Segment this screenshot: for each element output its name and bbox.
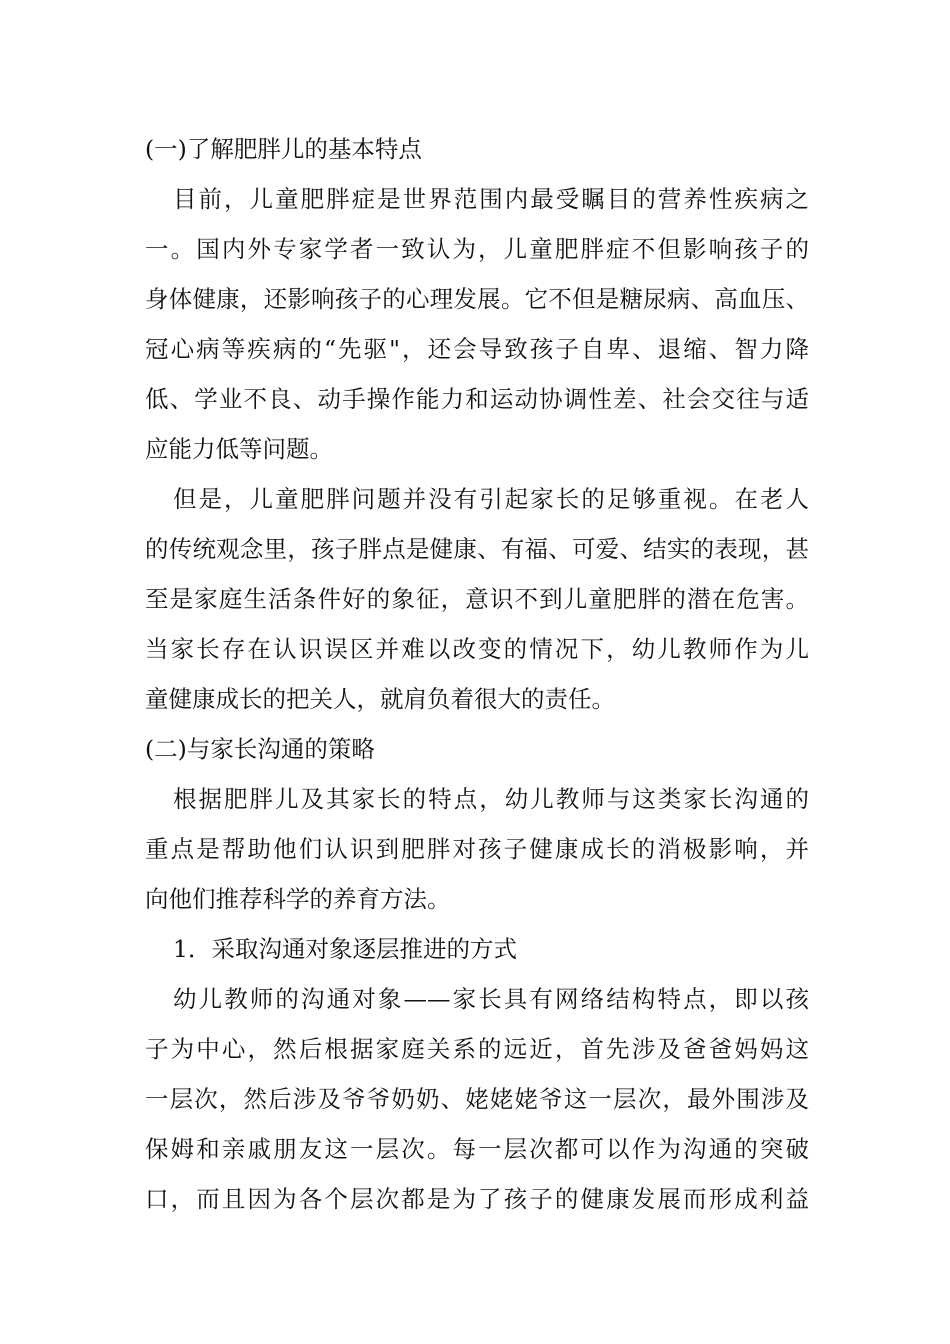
paragraph-line: 但是，儿童肥胖问题并没有引起家长的足够重视。在老人	[173, 485, 809, 513]
paragraph-line: 低、学业不良、动手操作能力和运动协调性差、社会交往与适	[145, 385, 809, 413]
paragraph-line: 的传统观念里，孩子胖点是健康、有福、可爱、结实的表现，甚	[145, 535, 809, 563]
paragraph-1	[145, 174, 809, 474]
paragraph-line: 当家长存在认识误区并难以改变的情况下，幼儿教师作为儿	[145, 635, 809, 663]
paragraph-line: 至是家庭生活条件好的象征，意识不到儿童肥胖的潜在危害。	[145, 585, 809, 613]
paragraph-line: 应能力低等问题。	[145, 435, 333, 463]
paragraph-line: 童健康成长的把关人，就肩负着很大的责任。	[145, 685, 615, 713]
section-heading-1: (一)了解肥胖儿的基本特点	[145, 135, 422, 163]
paragraph-line: 一。国内外专家学者一致认为，儿童肥胖症不但影响孩子的	[145, 235, 809, 263]
paragraph-3	[145, 774, 809, 924]
paragraph-line: 保姆和亲戚朋友这一层次。每一层次都可以作为沟通的突破	[145, 1135, 809, 1163]
section-heading-2: (二)与家长沟通的策略	[145, 735, 375, 763]
paragraph-4	[145, 974, 809, 1224]
paragraph-line: 口，而且因为各个层次都是为了孩子的健康发展而形成利益	[145, 1185, 809, 1213]
subheading-1: 1．采取沟通对象逐层推进的方式	[173, 935, 517, 963]
paragraph-line: 根据肥胖儿及其家长的特点，幼儿教师与这类家长沟通的	[173, 785, 809, 813]
paragraph-2	[145, 474, 809, 724]
paragraph-line: 冠心病等疾病的“先驱"，还会导致孩子自卑、退缩、智力降	[145, 335, 809, 363]
paragraph-line: 身体健康，还影响孩子的心理发展。它不但是糖尿病、高血压、	[145, 285, 809, 313]
paragraph-line: 一层次，然后涉及爷爷奶奶、姥姥姥爷这一层次，最外围涉及	[145, 1085, 809, 1113]
paragraph-line: 子为中心，然后根据家庭关系的远近，首先涉及爸爸妈妈这	[145, 1035, 809, 1063]
document-page	[145, 124, 809, 1224]
paragraph-line: 目前，儿童肥胖症是世界范围内最受瞩目的营养性疾病之	[173, 185, 809, 213]
paragraph-line: 幼儿教师的沟通对象——家长具有网络结构特点，即以孩	[173, 985, 809, 1013]
paragraph-line: 重点是帮助他们认识到肥胖对孩子健康成长的消极影响，并	[145, 835, 809, 863]
paragraph-line: 向他们推荐科学的养育方法。	[145, 885, 451, 913]
